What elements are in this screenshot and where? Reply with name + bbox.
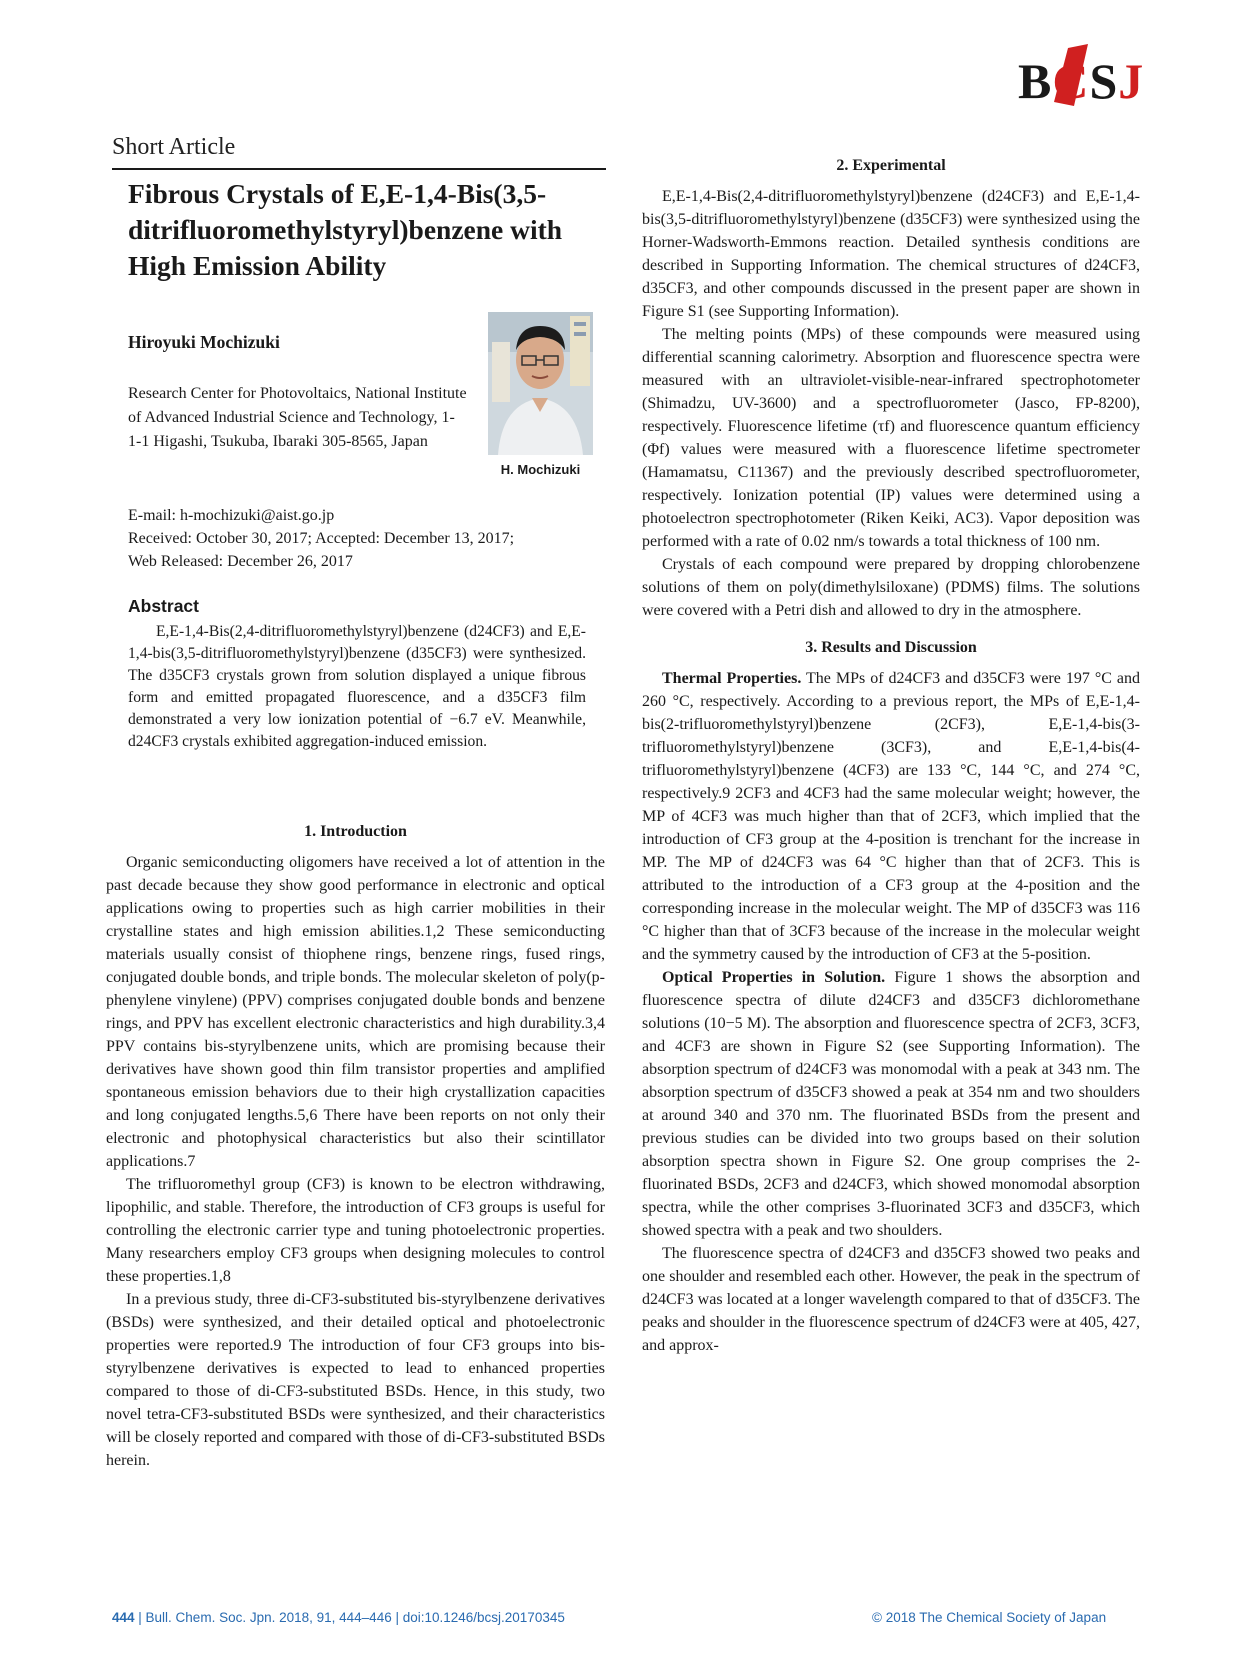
section-heading-experimental: 2. Experimental <box>836 157 946 174</box>
logo-text: BCSJ <box>1018 53 1145 109</box>
abstract-heading: Abstract <box>128 596 199 616</box>
results-fluorescence-paragraph: The fluorescence spectra of d24CF3 and d35CF3 showed two peaks and one shoulder and resembled each other. However, the peak in the spectrum of d24CF3 was located at a longer wavelength compared to that of d35CF3. The peaks and shoulder in the fluorescence spectrum of d24CF3 were at 405, 427, and approx- <box>642 1245 1140 1354</box>
author-name: Hiroyuki Mochizuki <box>128 332 280 352</box>
citation-text: | Bull. Chem. Soc. Jpn. 2018, 91, 444–446 | doi:10.1246/bcsj.20170345 <box>134 1610 565 1625</box>
header-rule <box>112 168 606 170</box>
author-photo <box>488 312 593 455</box>
experimental-paragraph-1: E,E-1,4-Bis(2,4-ditrifluoromethylstyryl)benzene (d24CF3) and E,E-1,4-bis(3,5-ditrifluoromethylstyryl)benzene (d35CF3) were synthesized using the Horner-Wadsworth-Emmons reaction. Detailed synthesis conditions are described in Supporting Information. The chemical structures of d24CF3, d35CF3, and other compounds discussed in the present paper are shown in Figure S1 (see Supporting Information). <box>642 188 1140 320</box>
abstract-text: E,E-1,4-Bis(2,4-ditrifluoromethylstyryl)benzene (d24CF3) and E,E-1,4-bis(3,5-ditrifluoromethylstyryl)benzene (d35CF3) were synthesized. The d35CF3 crystals grown from solution displayed a unique fibrous form and emitted propagated fluorescence, and a d35CF3 film demonstrated a very low ionization potential of −6.7 eV. Meanwhile, d24CF3 crystals exhibited aggregation-induced emission. <box>128 623 586 750</box>
web-released-date: Web Released: December 26, 2017 <box>128 553 353 570</box>
intro-paragraph-1: Organic semiconducting oligomers have received a lot of attention in the past decade because they show good performance in electronic and optical applications owing to properties such as high carrier mobilities in their crystalline states and high emission abilities.1,2 These semiconducting materials usually consist of thiophene rings, benzene rings, fused rings, conjugated double bonds, and triple bonds. The molecular skeleton of poly(p-phenylene vinylene) (PPV) comprises conjugated double bonds and benzene rings, and PPV has excellent electronic characteristics and high durability.3,4 PPV contains bis-styrylbenzene units, which are promising because their derivatives have shown good thin film transistor properties and amplified spontaneous emission behaviors due to their high crystallization capacities and long conjugated lengths.5,6 There have been reports on not only their electronic and photophysical characteristics but also their scintillator applications.7 <box>106 854 605 1170</box>
article-meta <box>128 504 598 573</box>
thermal-text: The MPs of d24CF3 and d35CF3 were 197 °C and 260 °C, respectively. According to a previous report, the MPs of E,E-1,4-bis(2-trifluoromethylstyryl)benzene (2CF3), E,E-1,4-bis(3-trifluoromethylstyryl)benzene (3CF3), and E,E-1,4-bis(4-trifluoromethylstyryl)benzene (4CF3) are 133 °C, 144 °C, and 274 °C, respectively.9 2CF3 and 4CF3 had the same molecular weight; however, the MP of 4CF3 was much higher than that of 2CF3, which implied that the introduction of CF3 group at the 4-position is trenchant for the increase in MP. The MP of d24CF3 was 64 °C higher than that of 2CF3. This is attributed to the introduction of a CF3 group at the 4-position and the corresponding increase in the molecular weight. The MP of d35CF3 was 116 °C higher than that of 3CF3 because of the increase in the molecular weight and the symmetry caused by the introduction of CF3 at the 5-position. <box>642 670 1140 963</box>
footer-citation <box>112 1610 565 1625</box>
results-thermal-paragraph <box>642 667 1140 966</box>
section-heading-introduction: 1. Introduction <box>304 823 407 840</box>
paper-title: Fibrous Crystals of E,E-1,4-Bis(3,5-ditrifluoromethylstyryl)benzene with High Emission Ability <box>128 178 563 281</box>
article-type: Short Article <box>112 134 236 160</box>
optical-run-in-heading: Optical Properties in Solution. <box>662 969 886 986</box>
intro-paragraph-2: The trifluoromethyl group (CF3) is known to be electron withdrawing, lipophilic, and stable. Therefore, the introduction of CF3 groups is useful for controlling the electronic carrier type and tuning photoelectronic properties. Many researchers employ CF3 groups when designing molecules to control these properties.1,8 <box>106 1176 605 1285</box>
received-date: Received: October 30, 2017; Accepted: December 13, 2017; <box>128 530 515 547</box>
section-heading-results: 3. Results and Discussion <box>805 639 977 656</box>
experimental-paragraph-2: The melting points (MPs) of these compounds were measured using differential scanning calorimetry. Absorption and fluorescence spectra were measured with an ultraviolet-visible-near-infrared spectrophotometer (Shimadzu, UV-3600) and a spectrofluorometer (Jasco, FP-8200), respectively. Fluorescence lifetime (τf) and fluorescence quantum efficiency (Φf) values were measured with a fluorescence lifetime spectrometer (Hamamatsu, C11367) and the previously described spectrofluorometer, respectively. Ionization potential (IP) values were determined using a photoelectron spectrophotometer (Riken Keiki, AC3). Vapor deposition was performed with a rate of 0.02 nm/s towards a total thickness of 100 nm. <box>642 326 1140 550</box>
journal-logo <box>1010 40 1145 110</box>
email: E-mail: h-mochizuki@aist.go.jp <box>128 507 335 524</box>
intro-paragraph-3: In a previous study, three di-CF3-substituted bis-styrylbenzene derivatives (BSDs) were synthesized, and their detailed optical and photoelectronic properties were reported.9 The introduction of four CF3 groups into bis-styrylbenzene derivatives is expected to lead to enhanced properties compared to those of di-CF3-substituted BSDs. Hence, in this study, two novel tetra-CF3-substituted BSDs were synthesized, and their characteristics will be closely reported and compared with those of di-CF3-substituted BSDs herein. <box>106 1291 605 1469</box>
right-column <box>642 154 1140 1357</box>
author-photo-illustration <box>488 312 593 455</box>
page-number: 444 <box>112 1610 135 1625</box>
thermal-run-in-heading: Thermal Properties. <box>662 670 802 687</box>
left-column <box>106 820 605 1472</box>
footer-copyright: © 2018 The Chemical Society of Japan <box>872 1610 1107 1625</box>
optical-text: Figure 1 shows the absorption and fluorescence spectra of dilute d24CF3 and d35CF3 dichloromethane solutions (10−5 M). The absorption and fluorescence spectra of 2CF3, 3CF3, and 4CF3 are shown in Figure S2 (see Supporting Information). The absorption spectrum of d24CF3 was monomodal with a peak at 343 nm. The absorption spectrum of d35CF3 showed a peak at 354 nm and two shoulders at around 340 and 370 nm. The fluorinated BSDs from the present and previous studies can be divided into two groups based on their solution absorption spectra shown in Figure S2. One group comprises the 2-fluorinated BSDs, 2CF3 and d24CF3, which showed monomodal absorption spectra, while the other comprises 3-fluorinated 3CF3 and d35CF3, which showed spectra with a peak and two shoulders. <box>642 969 1141 1239</box>
results-optical-paragraph <box>642 966 1140 1242</box>
experimental-paragraph-3: Crystals of each compound were prepared by dropping chlorobenzene solutions of them on poly(dimethylsiloxane) (PDMS) films. The solutions were covered with a Petri dish and allowed to dry in the atmosphere. <box>642 556 1140 619</box>
photo-caption: H. Mochizuki <box>500 462 581 477</box>
author-affiliation: Research Center for Photovoltaics, National Institute of Advanced Industrial Science and Technology, 1-1-1 Higashi, Tsukuba, Ibaraki 305-8565, Japan <box>128 385 467 450</box>
